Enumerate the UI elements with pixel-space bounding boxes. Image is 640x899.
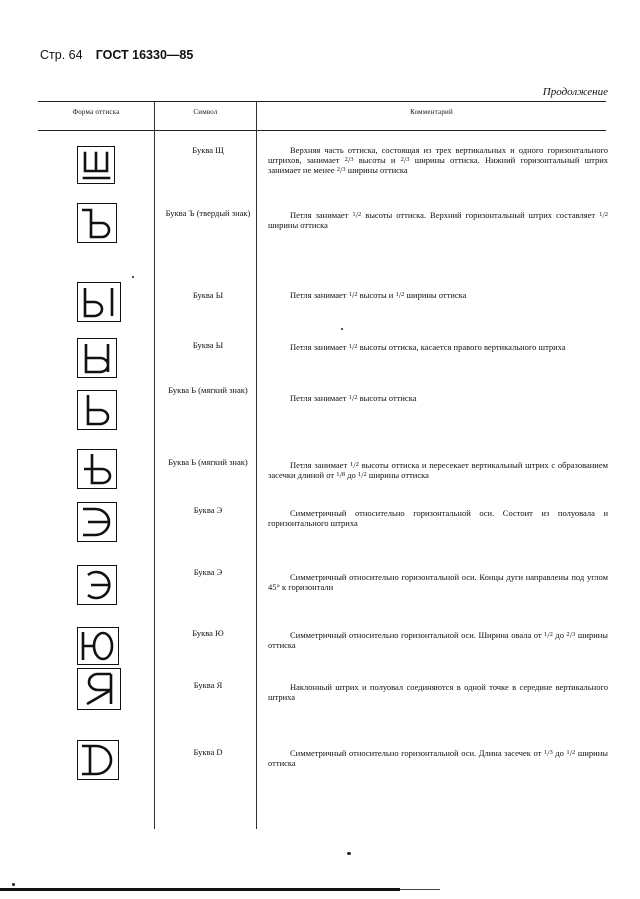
- column-header-form: Форма оттиска: [72, 108, 120, 116]
- comment-text: Наклонный штрих и полуовал соединяются в одной точке в середине вертикального штриха: [268, 682, 608, 702]
- comment-text: Симметричный относительно горизонтальной оси. Концы дуги направлены под углом 45° к горизонтали: [268, 572, 608, 592]
- symbol-label: Буква Ь (мягкий знак): [168, 457, 248, 467]
- glyph-yeru-alt-icon: [77, 338, 117, 378]
- comment-text: Петля занимает $^1$/$^2$ высоты и $^1$/$^2$ ширины оттиска: [290, 290, 467, 300]
- standard-code: ГОСТ 16330—85: [95, 48, 194, 62]
- column-divider: [154, 101, 155, 829]
- glyph-yeru-icon: [77, 282, 121, 322]
- speck: [341, 328, 343, 330]
- glyph-shcha-icon: [77, 146, 115, 184]
- symbol-label: Буква D: [193, 747, 223, 757]
- symbol-label: Буква Э: [193, 567, 223, 577]
- glyph-e-icon: [77, 502, 117, 542]
- symbol-label: Буква Ы: [192, 340, 224, 350]
- comment-text: Симметричный относительно горизонтальной оси. Длина засечек от $^1$/$^3$ до $^1$/$^2$ ширины оттиска: [268, 748, 608, 768]
- speck: [12, 883, 15, 886]
- comment-text: Верхняя часть оттиска, состоящая из трех вертикальных и одного горизонтального штрихов, занимает $^2$/$^3$ высоты и $^2$/$^3$ ширины оттиска. Нижний горизонтальный штрих занимает не менее $^2$/$^3$ ширины оттиска: [268, 145, 608, 175]
- table-top-rule: [38, 101, 606, 102]
- scan-edge-line: [400, 889, 440, 890]
- page-header: [40, 48, 193, 63]
- glyph-yu-icon: [77, 627, 119, 665]
- symbol-label: Буква Щ: [192, 145, 224, 155]
- comment-text: Петля занимает $^1$/$^2$ высоты оттиска. Верхний горизонтальный штрих составляет $^1$/$^2$ ширины оттиска: [268, 210, 608, 230]
- glyph-e-alt-icon: [77, 565, 117, 605]
- symbol-label: Буква Ы: [192, 290, 224, 300]
- glyph-soft-sign-icon: [77, 390, 117, 430]
- comment-text: Петля занимает $^1$/$^2$ высоты оттиска: [290, 393, 417, 403]
- glyph-ya-icon: [77, 668, 121, 710]
- symbol-label: Буква Я: [193, 680, 223, 690]
- comment-text: Симметричный относительно горизонтальной оси. Состоит из полуовала и горизонтального штриха: [268, 508, 608, 528]
- symbol-label: Буква Э: [193, 505, 223, 515]
- symbol-label: Буква Ю: [192, 628, 224, 638]
- symbol-label: Буква Ь (мягкий знак): [168, 385, 248, 395]
- column-header-symbol: Символ: [193, 108, 218, 116]
- glyph-soft-sign-serif-icon: [77, 449, 117, 489]
- table-header-rule: [38, 130, 606, 131]
- glyph-d-icon: [77, 740, 119, 780]
- continuation-label: Продолжение: [542, 86, 608, 98]
- comment-text: Петля занимает $^1$/$^2$ высоты оттиска, касается правого вертикального штриха: [290, 342, 566, 352]
- page-number: Стр. 64: [40, 48, 83, 62]
- comment-text: Петля занимает $^1$/$^2$ высоты оттиска и пересекает вертикальный штрих с образованием засечки длиной от $^1$/$^8$ до $^1$/$^2$ ширины оттиска: [268, 460, 609, 480]
- speck: [347, 852, 351, 855]
- speck: [132, 276, 134, 278]
- symbol-label: Буква Ъ (твердый знак): [165, 208, 251, 218]
- scan-edge-line: [0, 888, 400, 891]
- comment-text: Симметричный относительно горизонтальной оси. Ширина овала от $^1$/$^2$ до $^2$/$^3$ ширины оттиска: [268, 630, 609, 650]
- column-divider: [256, 101, 257, 829]
- column-header-comment: Комментарий: [410, 108, 453, 116]
- glyph-hard-sign-icon: [77, 203, 117, 243]
